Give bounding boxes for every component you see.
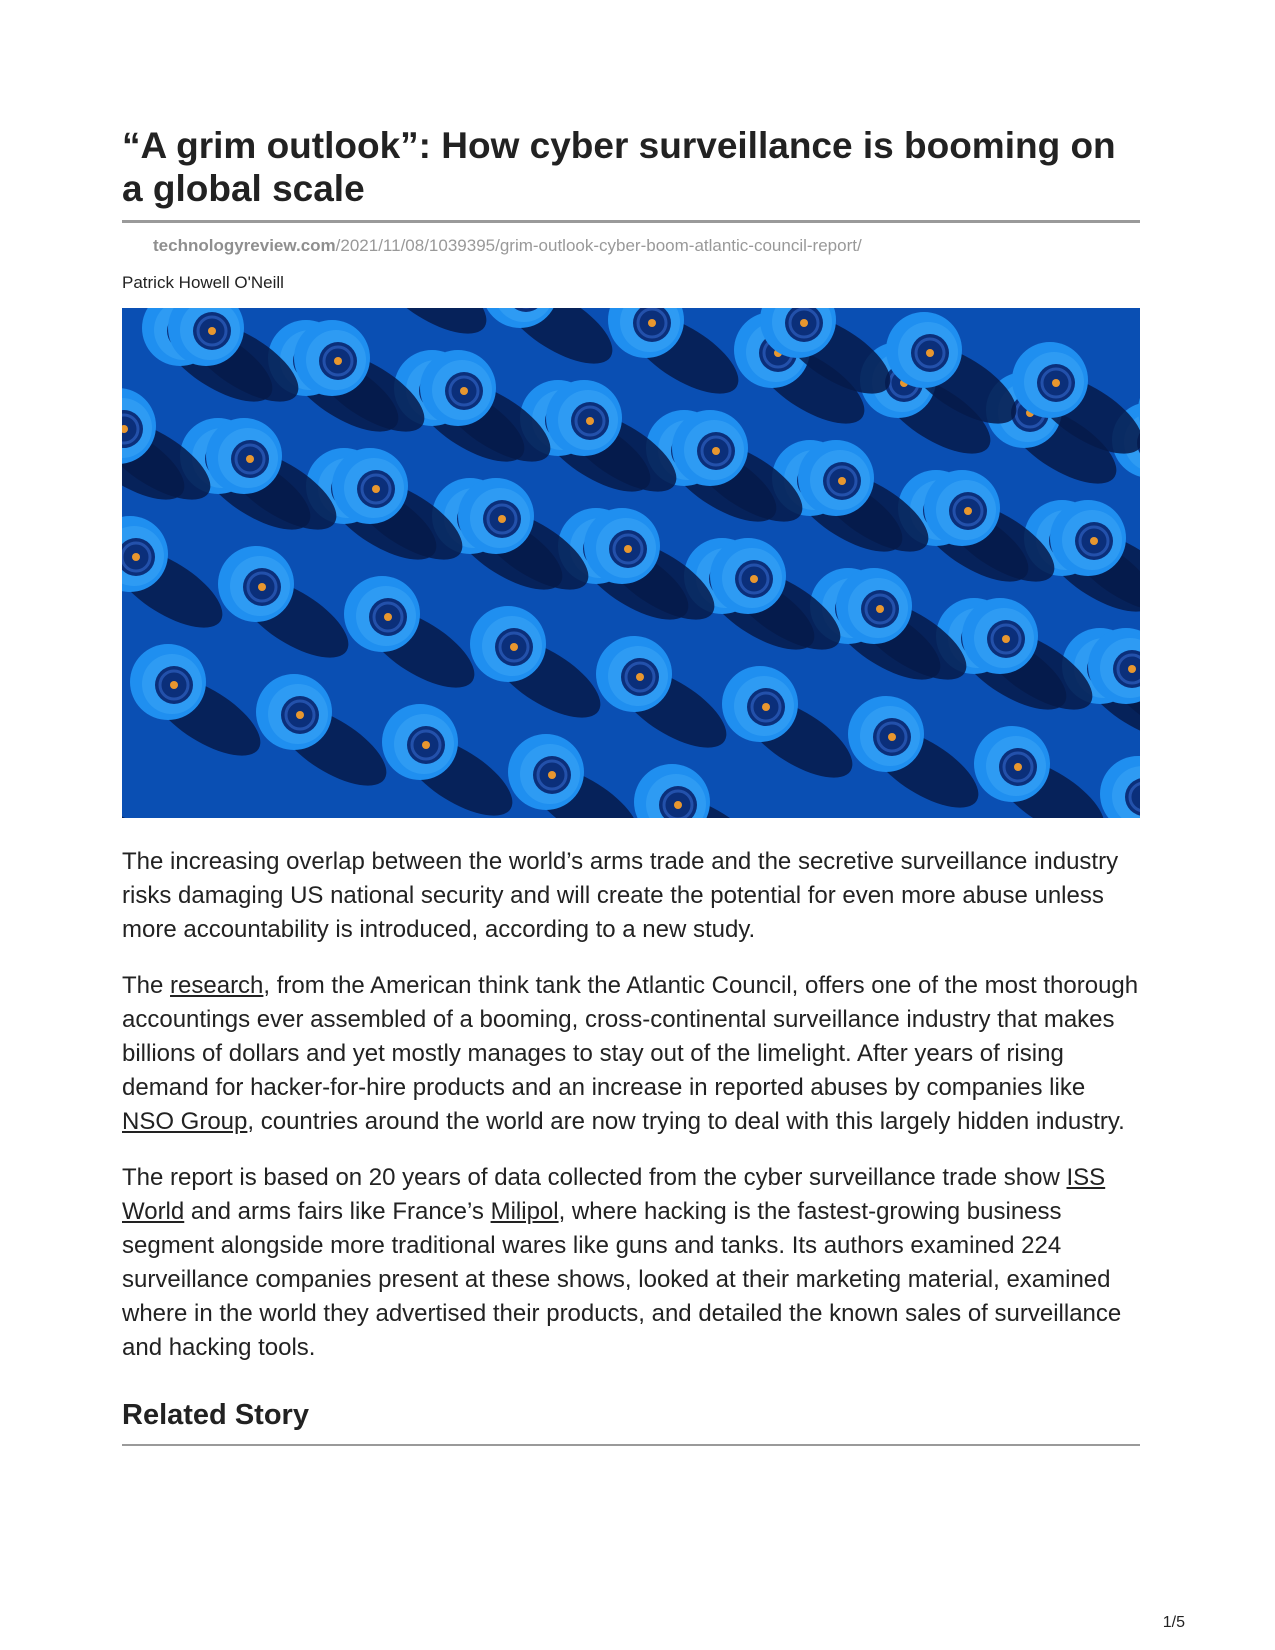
research-link[interactable]: research bbox=[170, 972, 264, 999]
paragraph-3 bbox=[122, 1161, 1140, 1365]
iss-world-link[interactable]: ISS World bbox=[122, 1164, 1106, 1225]
source-domain: technologyreview.com bbox=[153, 236, 336, 255]
milipol-link[interactable]: Milipol bbox=[490, 1198, 559, 1225]
nso-group-link[interactable]: NSO Group bbox=[122, 1108, 248, 1135]
p2-text-2: , from the American think tank the Atlantic Council, offers one of the most thorough accountings ever assembled of a booming, cross-continental surveillance industry that makes billions of dollars and yet mostly manages to stay out of the limelight. After years of rising demand for hacker-for-hire products and an increase in reported abuses by companies like bbox=[122, 972, 1139, 1101]
p2-text-1: The bbox=[122, 972, 171, 999]
title-divider bbox=[122, 220, 1140, 223]
p3-text-2: and arms fairs like France’s bbox=[184, 1198, 491, 1225]
author-name: Patrick Howell O'Neill bbox=[122, 273, 284, 292]
article bbox=[122, 124, 1140, 1446]
source-path: /2021/11/08/1039395/grim-outlook-cyber-boom-atlantic-council-report/ bbox=[335, 236, 862, 255]
hero-image bbox=[122, 308, 1140, 818]
p3-text-1: The report is based on 20 years of data collected from the cyber surveillance trade show bbox=[122, 1164, 1067, 1191]
source-url[interactable] bbox=[153, 236, 1140, 256]
p2-text-3: , countries around the world are now trying to deal with this largely hidden industry. bbox=[247, 1108, 1125, 1135]
paragraph-1: The increasing overlap between the world’s arms trade and the secretive surveillance industry risks damaging US national security and will create the potential for even more abuse unless more accountability is introduced, according to a new study. bbox=[122, 848, 1119, 943]
related-story-heading: Related Story bbox=[122, 1399, 309, 1431]
article-title: “A grim outlook”: How cyber surveillance is booming on a global scale bbox=[122, 125, 1116, 209]
paragraph-2 bbox=[122, 969, 1140, 1139]
article-body bbox=[122, 845, 1140, 1365]
p3-text-3: , where hacking is the fastest-growing business segment alongside more traditional wares like guns and tanks. Its authors examined 224 surveillance companies present at these shows, looked at their marketing material, examined where in the world they advertised their products, and detailed the known sales of surveillance and hacking tools. bbox=[122, 1198, 1122, 1361]
related-divider bbox=[122, 1444, 1140, 1446]
page-number: 1/5 bbox=[1162, 1614, 1185, 1631]
